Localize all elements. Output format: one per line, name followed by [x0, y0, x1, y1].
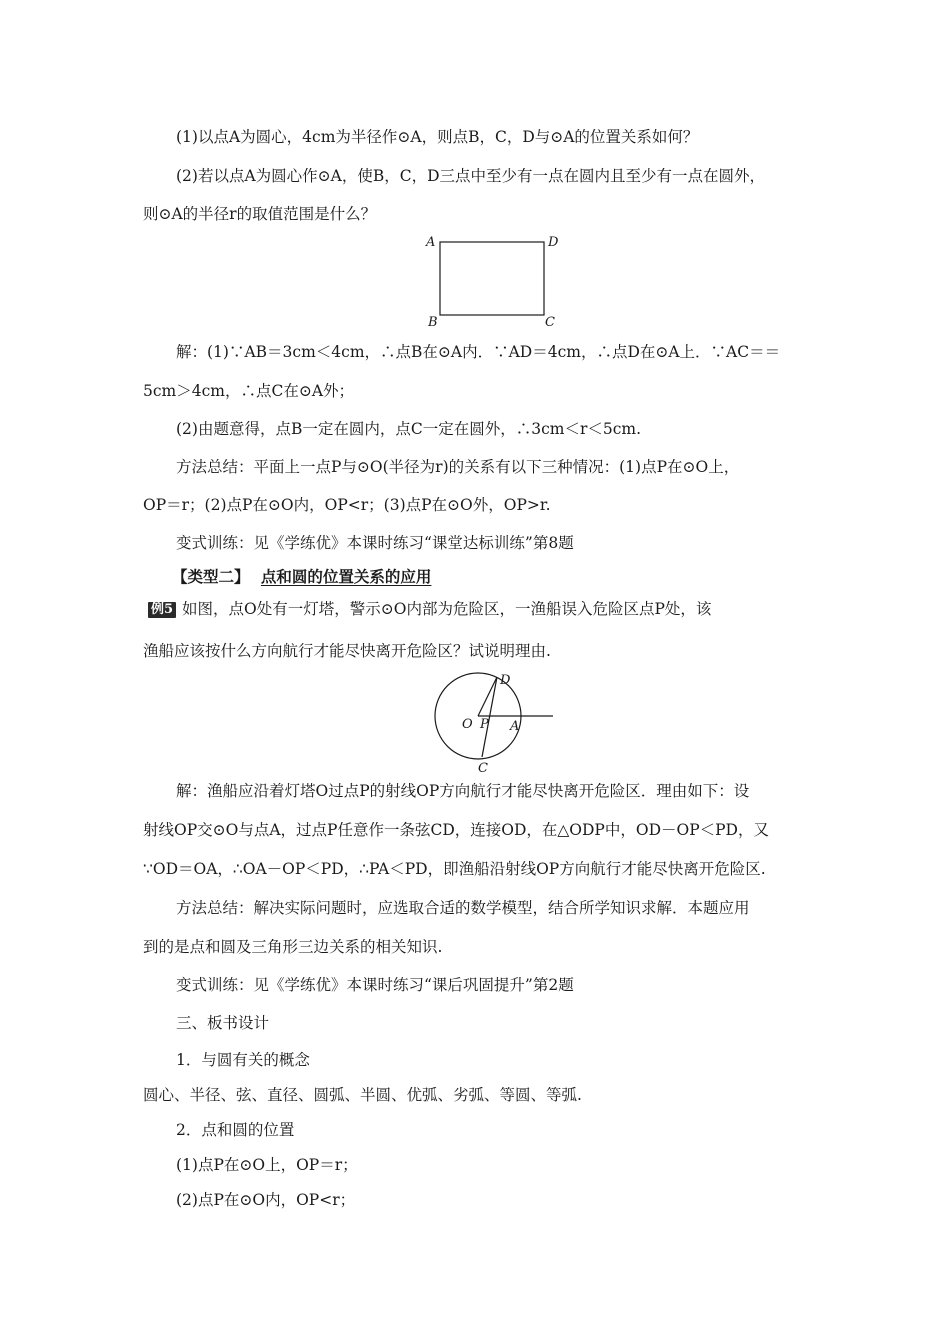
solution-2: (2)由题意得，点B一定在圆内，点C一定在圆外，∴3cm＜r＜5cm.	[176, 420, 642, 438]
board-design-heading: 三、板书设计	[176, 1014, 270, 1032]
board-item-1: 1．与圆有关的概念	[176, 1051, 310, 1069]
variant-training-1: 变式训练：见《学练优》本课时练习“课堂达标训练”第8题	[176, 534, 574, 552]
example-5-text: 如图，点O处有一灯塔，警示⊙O内部为危险区，一渔船误入危险区点P处，该	[182, 600, 712, 618]
solution-5-line-3: ∵OD＝OA，∴OA－OP＜PD，∴PA＜PD，即渔船沿射线OP方向航行才能尽快离开危险区.	[143, 860, 766, 878]
board-item-1-content: 圆心、半径、弦、直径、圆弧、半圆、优弧、劣弧、等圆、等弧.	[143, 1086, 582, 1104]
variant-training-2: 变式训练：见《学练优》本课时练习“课后巩固提升”第2题	[176, 976, 574, 994]
rect-label-d: D	[548, 235, 559, 250]
circle-figure	[420, 664, 570, 774]
example-5-line-1	[148, 599, 711, 619]
type-2-bracket: 【类型二】	[172, 567, 250, 586]
rectangle-abcd	[440, 242, 544, 315]
rect-label-b: B	[428, 315, 438, 330]
solution-1-line-1: 解：(1)∵AB＝3cm＜4cm，∴点B在⊙A内．∵AD＝4cm，∴点D在⊙A上．∵AC＝＝	[176, 343, 781, 361]
circle-label-a: A	[510, 719, 520, 734]
question-1: (1)以点A为圆心，4cm为半径作⊙A，则点B，C，D与⊙A的位置关系如何？	[176, 128, 699, 146]
rect-label-c: C	[545, 315, 555, 330]
solution-5-line-2: 射线OP交⊙O与点A，过点P任意作一条弦CD，连接OD，在△ODP中，OD－OP＜PD，又	[143, 821, 769, 839]
circle-label-d: D	[500, 673, 511, 688]
solution-5-line-1: 解：渔船应沿着灯塔O过点P的射线OP方向航行才能尽快离开危险区．理由如下：设	[176, 782, 750, 800]
rect-label-a: A	[426, 235, 436, 250]
board-item-2: 2．点和圆的位置	[176, 1121, 295, 1139]
solution-1-line-2: 5cm＞4cm，∴点C在⊙A外；	[143, 382, 355, 400]
circle-label-c: C	[478, 761, 488, 774]
method-summary-1-line-2: OP＝r；(2)点P在⊙O内，OP<r；(3)点P在⊙O外，OP>r.	[143, 496, 551, 514]
question-2-line-2: 则⊙A的半径r的取值范围是什么？	[143, 205, 377, 223]
method-summary-2-line-2: 到的是点和圆及三角形三边关系的相关知识.	[143, 938, 443, 956]
type-2-heading	[172, 567, 431, 587]
circle-label-o: O	[462, 717, 473, 732]
example-5-line-2: 渔船应该按什么方向航行才能尽快离开危险区？试说明理由.	[143, 642, 551, 660]
segment-od	[478, 677, 497, 716]
circle-label-p: P	[480, 717, 489, 732]
type-2-title: 点和圆的位置关系的应用	[260, 567, 432, 586]
rectangle-figure	[420, 232, 570, 332]
board-item-2-b: (2)点P在⊙O内，OP<r；	[176, 1191, 356, 1209]
example-badge: 例5	[148, 602, 176, 618]
method-summary-2-line-1: 方法总结：解决实际问题时，应选取合适的数学模型，结合所学知识求解．本题应用	[176, 899, 750, 917]
question-2-line-1: (2)若以点A为圆心作⊙A，使B，C，D三点中至少有一点在圆内且至少有一点在圆外，	[176, 167, 766, 185]
board-item-2-a: (1)点P在⊙O上，OP＝r；	[176, 1156, 358, 1174]
method-summary-1-line-1: 方法总结：平面上一点P与⊙O(半径为r)的关系有以下三种情况：(1)点P在⊙O上，	[176, 458, 740, 476]
